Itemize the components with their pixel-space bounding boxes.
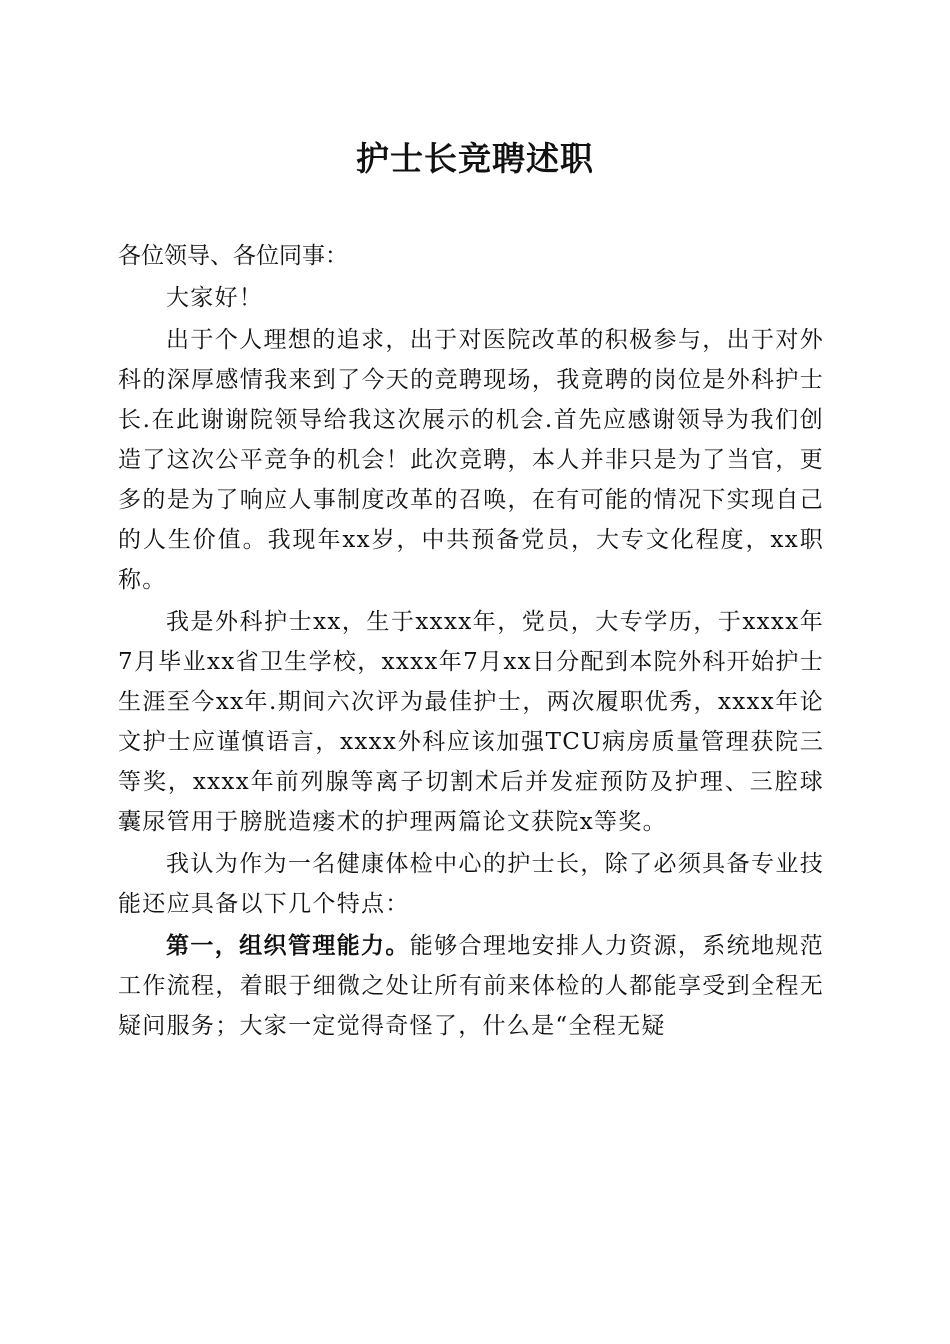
document-body: [118, 236, 824, 1048]
salutation: 各位领导、各位同事：: [118, 243, 348, 269]
paragraph-background: 我是外科护士xx，生于xxxx年，党员，大专学历，于xxxx年7月毕业xx省卫生学校，xxxx年7月xx日分配到本院外科开始护士生涯至今xx年.期间六次评为最佳护士，两次履职优秀，xxxx年论文护士应谨慎语言，xxxx外科应该加强TCU病房质量管理获院三等奖，xxxx年前列腺等离子切割术后并发症预防及护理、三腔球囊尿管用于膀胱造瘘术的护理两篇论文获院x等奖。: [118, 609, 824, 835]
paragraph-intro: 出于个人理想的追求，出于对医院改革的积极参与，出于对外科的深厚感情我来到了今天的竞聘现场，我竟聘的岗位是外科护士长.在此谢谢院领导给我这次展示的机会.首先应感谢领导为我们创造了这次公平竞争的机会！此次竞聘，本人并非只是为了当官，更多的是为了响应人事制度改革的召唤，在有可能的情况下实现自己的人生价值。我现年xx岁，中共预备党员，大专文化程度，xx职称。: [118, 327, 824, 593]
paragraph-qualities: 我认为作为一名健康体检中心的护士长，除了必须具备专业技能还应具备以下几个特点：: [118, 851, 824, 917]
document-title: 护士长竞聘述职: [356, 139, 594, 178]
point-one-heading: 第一，组织管理能力。: [166, 932, 410, 959]
greeting: 大家好！: [166, 285, 264, 311]
paragraph-point-one: [118, 926, 824, 1046]
point-one-text: 能够合理地安排人力资源，系统地规范工作流程，着眼于细微之处让所有前来体检的人都能享受到全程无疑问服务；大家一定觉得奇怪了，什么是“全程无疑: [118, 933, 824, 1039]
